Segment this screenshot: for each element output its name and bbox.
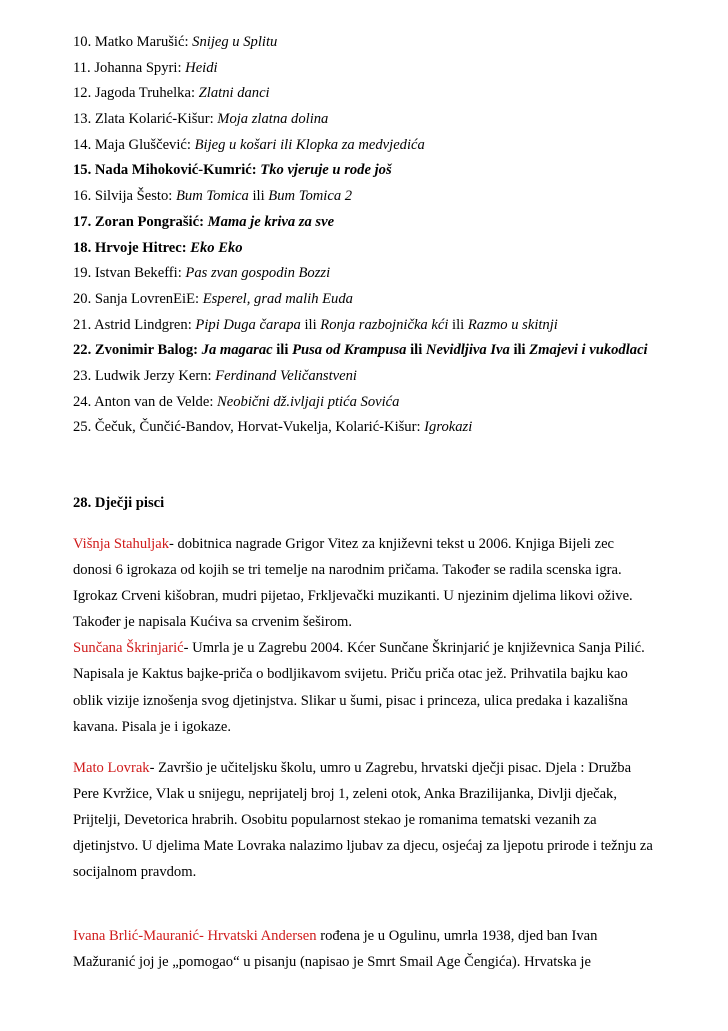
section-heading: 28. Dječji pisci: [73, 495, 165, 511]
list-item-title: Pusa od Krampusa: [292, 342, 407, 359]
paragraph-line: [73, 781, 673, 807]
paragraph-line: [73, 833, 673, 859]
list-item-author: 21. Astrid Lindgren:: [73, 316, 196, 333]
list-item-title: Snijeg u Splitu: [192, 34, 278, 50]
list-item-title: Ja magarac: [201, 342, 273, 359]
list-item-author: 12. Jagoda Truhelka:: [73, 85, 199, 102]
list-item-title: Moja zlatna dolina: [217, 111, 329, 128]
paragraph-text: kavana. Pisala je i igokaze.: [73, 718, 232, 735]
book-list: [73, 30, 713, 441]
list-item-author: 15. Nada Mihoković-Kumrić:: [73, 162, 261, 179]
list-item-author: 13. Zlata Kolarić-Kišur:: [73, 111, 218, 128]
paragraph-line: [73, 635, 673, 661]
paragraph-text: Prijtelji, Devetorica hrabrih. Osobitu popularnost stekao je romanima tematski vezanih za: [73, 812, 597, 829]
list-item: [73, 81, 713, 107]
list-item-author: 17. Zoran Pongrašić:: [73, 213, 208, 230]
list-item: [73, 133, 713, 159]
paragraph-line: [73, 609, 673, 635]
list-item-title: Heidi: [185, 59, 218, 76]
list-item: [73, 184, 713, 210]
list-item-title: Zmajevi i vukodlaci: [529, 342, 648, 359]
list-item-author: 14. Maja Gluščević:: [73, 136, 195, 153]
list-item-title: Pipi Duga čarapa: [195, 316, 301, 333]
paragraph-line: [73, 557, 673, 583]
paragraph-lovrak: [73, 755, 673, 885]
paragraph-line: [73, 531, 673, 557]
author-name: Ivana Brlić-Mauranić- Hrvatski Andersen: [73, 928, 317, 944]
list-item-author: 11. Johanna Spyri:: [73, 59, 186, 76]
paragraph-text: Napisala je Kaktus bajke-priča o bodljikavom svijetu. Priču priča otac jež. Prihvatila bajku kao: [73, 666, 628, 683]
paragraph-text: rođena je u Ogulinu, umrla 1938, djed ban Ivan: [316, 928, 598, 944]
list-item: [73, 56, 713, 82]
paragraph-line: [73, 949, 673, 975]
list-item-author: 18. Hrvoje Hitrec:: [73, 239, 191, 256]
list-item: [73, 107, 713, 133]
author-name: Sunčana Škrinjarić: [73, 640, 184, 657]
list-item-title: Tko vjeruje u rode još: [260, 162, 392, 179]
list-item: [73, 287, 713, 313]
list-item-title: Mama je kriva za sve: [207, 213, 335, 230]
list-item-connector: ili: [406, 342, 426, 359]
list-item-title: Ronja razbojnička kći: [320, 316, 449, 333]
paragraph-text: - dobitnica nagrade Grigor Vitez za književni tekst u 2006. Knjiga Bijeli zec: [169, 536, 615, 552]
paragraph-text: Mažuranić joj je „pomogao“ u pisanju (napisao je Smrt Smail Age Čengića). Hrvatska je: [73, 954, 591, 971]
list-item-author: 22. Zvonimir Balog:: [73, 342, 202, 359]
list-item-title: Razmo u skitnji: [467, 316, 558, 333]
list-item: [73, 415, 713, 441]
list-item-author: 10. Matko Marušić:: [73, 34, 193, 50]
list-item-author: 23. Ludwik Jerzy Kern:: [73, 367, 216, 384]
author-name: Mato Lovrak: [73, 760, 150, 776]
paragraph-line: [73, 859, 673, 885]
list-item-title: Eko Eko: [190, 239, 243, 256]
list-item-author: 19. Istvan Bekeffi:: [73, 265, 186, 282]
list-item-title: Pas zvan gospodin Bozzi: [185, 265, 331, 282]
paragraph-stahuljak-skrinjaric: [73, 531, 673, 740]
list-item: [73, 313, 713, 339]
paragraph-line: [73, 923, 673, 949]
paragraph-text: socijalnom pravdom.: [73, 864, 197, 881]
paragraph-line: [73, 714, 673, 740]
list-item-title: Zlatni danci: [198, 85, 270, 102]
paragraph-text: - Završio je učiteljsku školu, umro u Zagrebu, hrvatski dječji pisac. Djela : Družba: [149, 760, 632, 776]
list-item-title: Bum Tomica: [175, 188, 249, 205]
paragraph-line: [73, 807, 673, 833]
list-item-connector: ili: [448, 316, 468, 333]
paragraph-text: djetinjstvo. U djelima Mate Lovraka nalazimo ljubav za djecu, osjećaj za ljepotu prirode i težnju za: [73, 838, 653, 855]
list-item-title: Neobični dž.ivljaji ptića Sovića: [217, 393, 400, 410]
list-item-author: 20. Sanja LovrenEiE:: [73, 290, 203, 307]
list-item-connector: ili: [509, 342, 530, 359]
list-item: [73, 30, 713, 56]
list-item: [73, 364, 713, 390]
list-item: [73, 338, 713, 364]
list-item-title: Nevidljiva Iva: [425, 342, 510, 359]
list-item-title: Bijeg u košari ili Klopka za medvjedića: [194, 136, 425, 153]
list-item-connector: ili: [248, 188, 269, 205]
list-item-title: Ferdinand Veličanstveni: [215, 367, 357, 384]
list-item-title: Igrokazi: [424, 419, 473, 436]
list-item-connector: ili: [272, 342, 293, 359]
list-item: [73, 390, 713, 416]
list-item: [73, 261, 713, 287]
paragraph-line: [73, 661, 673, 687]
paragraph-text: Pere Kvržice, Vlak u snijegu, neprijatelj broj 1, zeleni otok, Anka Brazilijanka, Divlji dječak,: [73, 786, 617, 803]
list-item: [73, 236, 713, 262]
list-item-connector: ili: [300, 316, 321, 333]
list-item: [73, 210, 713, 236]
paragraph-text: Igrokaz Crveni kišobran, mudri pijetao, Frkljevački muzikanti. U njezinim djelima likovi ožive.: [73, 588, 633, 605]
list-item-author: 25. Čečuk, Čunčić-Bandov, Horvat-Vukelja, Kolarić-Kišur:: [73, 419, 425, 436]
paragraph-text: donosi 6 igrokaza od kojih se tri temelje na narodnim pričama. Također se radila scenska igra.: [73, 562, 622, 579]
paragraph-text: Također je napisala Kućiva sa crvenim šeširom.: [73, 614, 352, 631]
paragraph-line: [73, 755, 673, 781]
paragraph-line: [73, 583, 673, 609]
author-name: Višnja Stahuljak: [73, 536, 169, 552]
paragraph-line: [73, 688, 673, 714]
list-item: [73, 158, 713, 184]
list-item-title: Bum Tomica 2: [268, 188, 353, 205]
list-item-title: Esperel, grad malih Euda: [202, 290, 353, 307]
paragraph-text: - Umrla je u Zagrebu 2004. Kćer Sunčane Škrinjarić je književnica Sanja Pilić.: [183, 640, 645, 657]
list-item-author: 24. Anton van de Velde:: [73, 393, 218, 410]
list-item-author: 16. Silvija Šesto:: [73, 188, 176, 205]
paragraph-brlic-mazuranic: [73, 923, 673, 975]
paragraph-text: oblik vizije iznošenja svog djetinjstva. Slikar u šumi, pisac i princeza, ulica predaka i kazališna: [73, 692, 628, 709]
